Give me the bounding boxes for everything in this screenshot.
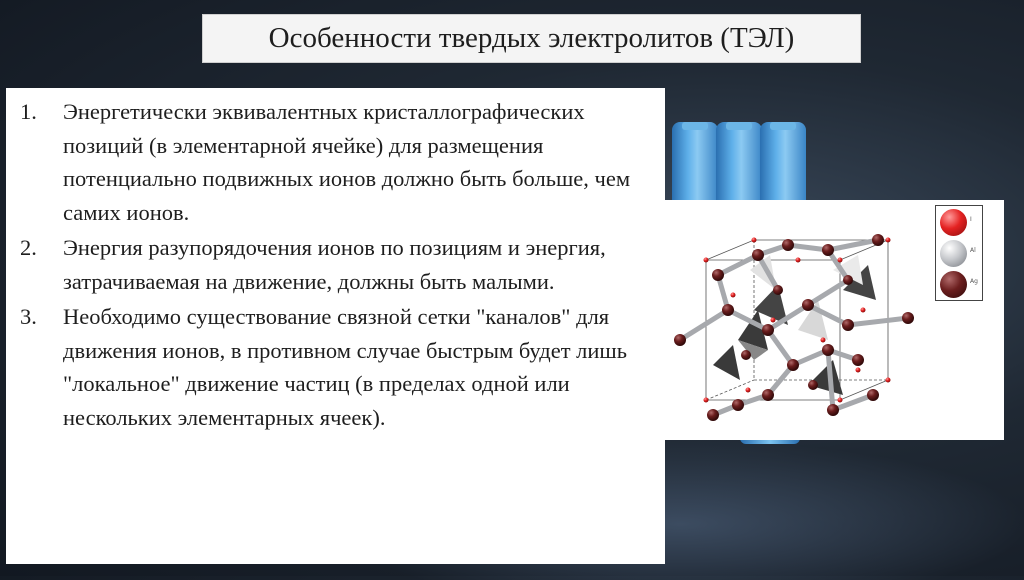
battery-cell (760, 122, 806, 208)
legend-swatch (940, 240, 967, 267)
battery-cell (672, 122, 718, 208)
list-text: Необходимо существование связной сетки "каналов" для движения ионов, в противном случае быстрым будет лишь "локальное" движение частиц (в пределах одной или нескольких элементарных ячеек). (63, 304, 628, 430)
legend-swatch (940, 271, 967, 298)
legend-item (940, 271, 980, 299)
crystal-structure-figure (658, 200, 1004, 440)
list-number: 2. (20, 235, 37, 260)
legend-label: Ag (970, 278, 978, 285)
list-item (20, 95, 655, 229)
legend-label: I (970, 216, 972, 223)
list-text: Энергетически эквивалентных кристаллографических позиций (в элементарной ячейке) для размещения потенциально подвижных ионов должно быть больше, чем самих ионов. (63, 99, 631, 225)
list-item (20, 231, 655, 298)
list-number: 3. (20, 304, 37, 329)
battery-image (660, 112, 820, 202)
figure-legend (935, 205, 983, 301)
legend-label: Al (970, 247, 976, 254)
content-box (6, 88, 665, 564)
legend-item (940, 240, 980, 268)
list-number: 1. (20, 99, 37, 124)
feature-list (20, 95, 655, 434)
legend-item (940, 209, 980, 237)
atoms-red (704, 238, 891, 403)
bonds (680, 240, 908, 415)
list-text: Энергия разупорядочения ионов по позициям и энергия, затрачиваемая на движение, должны быть малыми. (63, 235, 606, 294)
list-item (20, 300, 655, 434)
legend-swatch (940, 209, 967, 236)
atoms-brown (674, 234, 914, 421)
battery-cell (716, 122, 762, 208)
slide-title: Особенности твердых электролитов (ТЭЛ) (202, 14, 861, 63)
